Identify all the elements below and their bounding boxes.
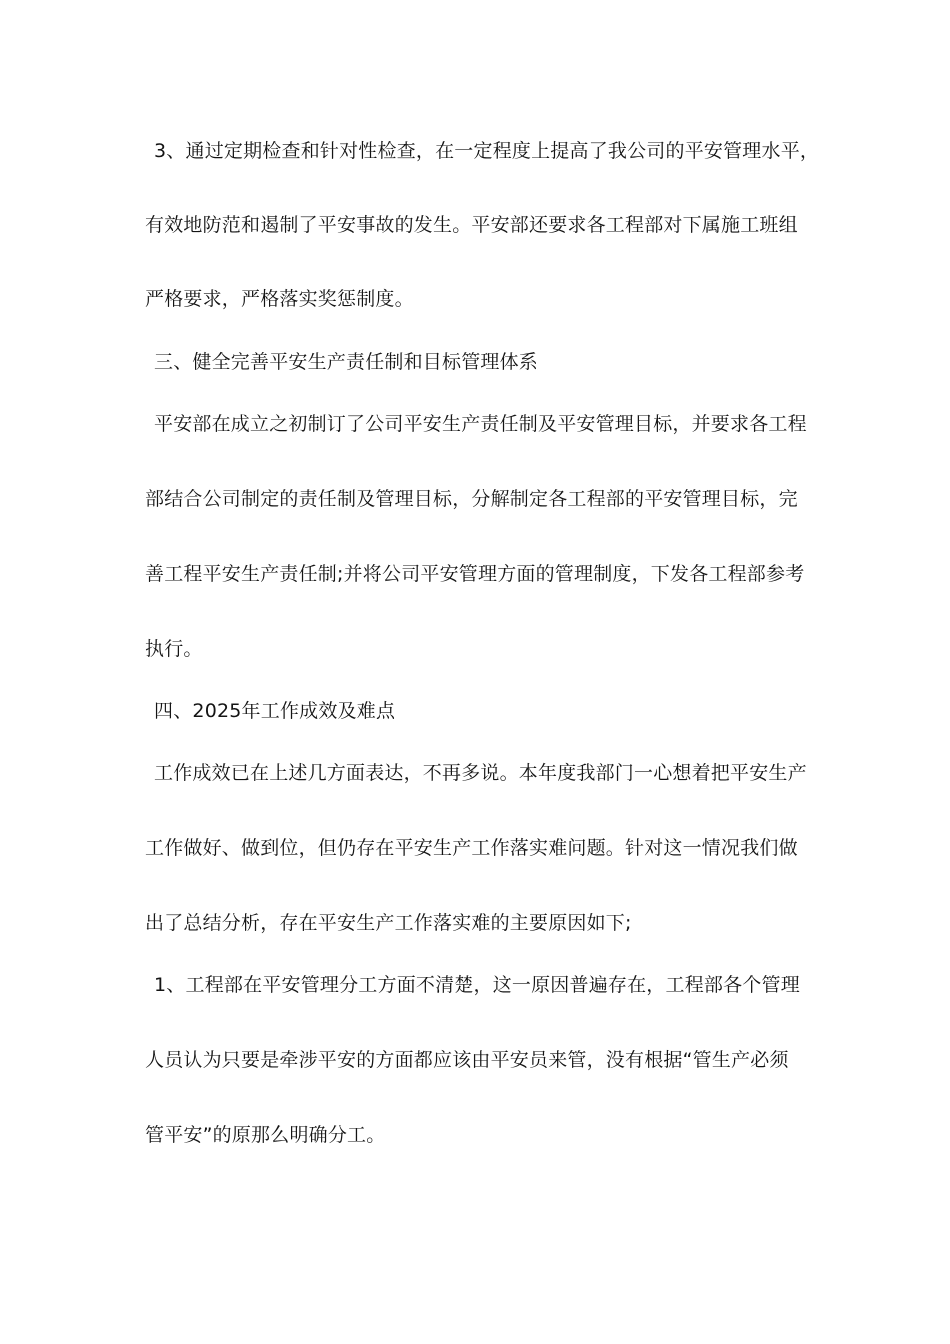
- paragraph-line: 人员认为只要是牵涉平安的方面都应该由平安员来管，没有根据“管生产必须: [145, 1049, 789, 1071]
- paragraph-line: 工作做好、做到位，但仍存在平安生产工作落实难问题。针对这一情况我们做: [145, 837, 798, 859]
- paragraph-line: 3、通过定期检查和针对性检查，在一定程度上提高了我公司的平安管理水平，: [154, 140, 820, 162]
- paragraph-line: 执行。: [145, 638, 203, 660]
- paragraph-line: 1、工程部在平安管理分工方面不清楚，这一原因普遍存在，工程部各个管理: [154, 974, 800, 996]
- section-heading: 四、2025年工作成效及难点: [154, 700, 396, 722]
- paragraph-line: 有效地防范和遏制了平安事故的发生。平安部还要求各工程部对下属施工班组: [145, 214, 798, 236]
- section-heading: 三、健全完善平安生产责任制和目标管理体系: [154, 351, 539, 373]
- paragraph-line: 管平安”的原那么明确分工。: [145, 1124, 386, 1146]
- paragraph-line: 善工程平安生产责任制;并将公司平安管理方面的管理制度，下发各工程部参考: [145, 563, 805, 585]
- paragraph-line: 出了总结分析，存在平安生产工作落实难的主要原因如下;: [145, 912, 632, 934]
- paragraph-line: 平安部在成立之初制订了公司平安生产责任制及平安管理目标，并要求各工程: [154, 413, 807, 435]
- paragraph-line: 工作成效已在上述几方面表达，不再多说。本年度我部门一心想着把平安生产: [154, 762, 807, 784]
- paragraph-line: 严格要求，严格落实奖惩制度。: [145, 288, 414, 310]
- paragraph-line: 部结合公司制定的责任制及管理目标，分解制定各工程部的平安管理目标，完: [145, 488, 798, 510]
